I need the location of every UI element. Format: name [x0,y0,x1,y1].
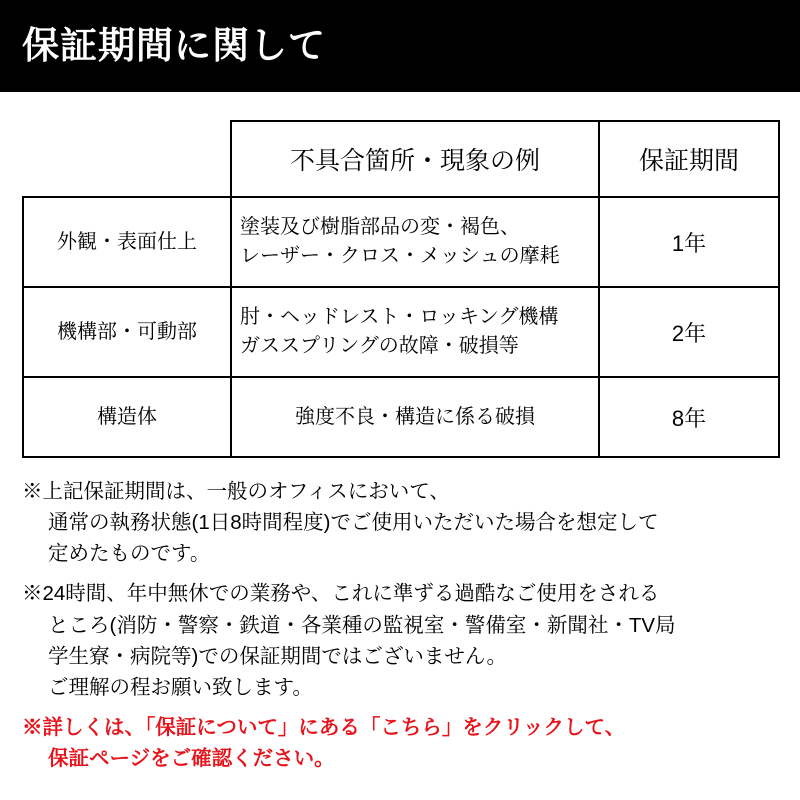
row-term: 1年 [599,197,779,287]
row-description [231,377,599,457]
note-line: 学生寮・病院等)での保証期間ではございません。 [48,644,508,668]
row-description-line1: 強度不良・構造に係る破損 [295,405,535,428]
note-line: 定めたものです。 [48,542,211,566]
row-category: 機構部・可動部 [23,287,231,377]
note-line: ご理解の程お願い致します。 [48,675,313,699]
warranty-table [22,120,780,458]
table-row [23,197,779,287]
table-header-row [23,121,779,197]
note-item-highlight [22,712,778,774]
note-item [22,578,778,703]
row-description [231,287,599,377]
row-term: 2年 [599,287,779,377]
row-description-line2: レーザー・クロス・メッシュの摩耗 [240,245,560,267]
table-row [23,287,779,377]
table-row [23,377,779,457]
row-description [231,197,599,287]
note-line: ※上記保証期間は、一般のオフィスにおいて、 [22,480,450,503]
note-line: ※詳しくは、「保証について」にある「こちら」をクリックして、 [22,716,626,740]
note-line: 保証ページをご確認ください。 [48,747,335,771]
note-item [22,476,778,569]
warranty-table-wrap [0,92,800,458]
note-line: ところ(消防・警察・鉄道・各業種の監視室・警備室・新聞社・TV局 [48,613,676,637]
page-header [0,0,800,92]
table-header-term: 保証期間 [599,121,779,197]
note-line: ※24時間、年中無休での業務や、これに準ずる過酷なご使用をされる [22,582,660,606]
row-category: 外観・表面仕上 [23,197,231,287]
row-category: 構造体 [23,377,231,457]
row-description-line2: ガススプリングの故障・破損等 [240,335,519,357]
table-header-blank [23,121,231,197]
note-line: 通常の執務状態(1日8時間程度)でご使用いただいた場合を想定して [48,511,659,535]
notes-section [0,458,800,774]
row-term: 8年 [599,377,779,457]
row-description-line1: 塗装及び樹脂部品の変・褐色、 [240,216,520,238]
page-title: 保証期間に関して [22,24,326,66]
row-description-line1: 肘・ヘッドレスト・ロッキング機構 [240,306,559,328]
table-header-description: 不具合箇所・現象の例 [231,121,599,197]
